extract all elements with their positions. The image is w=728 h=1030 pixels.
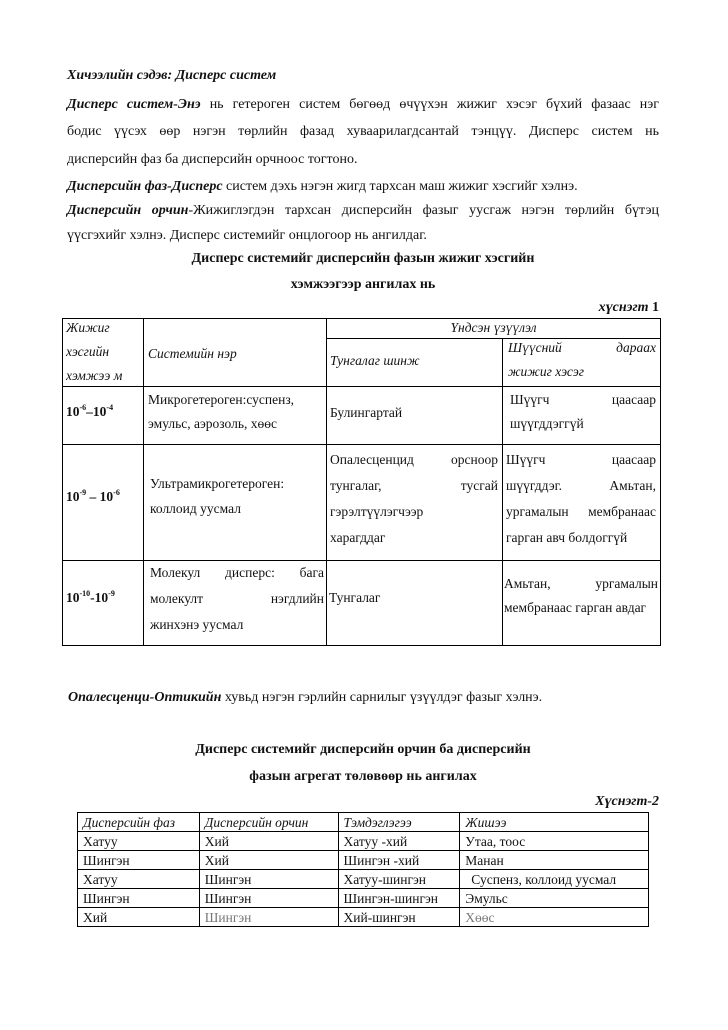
table-row xyxy=(78,832,649,851)
table2-caption: Хүснэгт-2 xyxy=(595,794,659,809)
header-transparency: Тунгалаг шинж xyxy=(330,353,420,368)
table2-cell: Хий-шингэн xyxy=(338,908,460,927)
table2-cell: Шингэн-шингэн xyxy=(338,889,460,908)
table2-cell: Эмульс xyxy=(460,889,649,908)
row1-filter: Шүүгч цаасаар шүүгддэггүй xyxy=(510,392,656,431)
row3-transparency: Тунгалаг xyxy=(329,590,381,605)
def-medium-line2: үүсгэхийг хэлнэ. Дисперс системийг онцлогоор нь ангилдаг. xyxy=(67,228,427,243)
row3-filter: Амьтан, ургамалын мембранаас гарган авдаг xyxy=(504,576,658,615)
table2-cell: Хатуу xyxy=(78,832,200,851)
table-row xyxy=(78,851,649,870)
row2-system-name: Ультрамикрогетероген: коллоид уусмал xyxy=(150,476,285,516)
row2-size: $10^{-9} - 10^{-6}$ xyxy=(66,488,120,504)
lesson-topic xyxy=(67,67,659,85)
table2-cell: Утаа, тоос xyxy=(460,832,649,851)
table-row xyxy=(78,870,649,889)
table2-title-line1: Дисперс системийг дисперсийн орчин ба дисперсийн xyxy=(195,742,531,757)
table-row xyxy=(78,889,649,908)
header-size: Жижиг хэсгийн хэмжээ м xyxy=(66,320,123,383)
def-medium-line1: Дисперсийн орчин-Жижиглэгдэн тархсан дисперсийн фазыг уусгаж нэгэн төрлийн бүтэц xyxy=(67,203,659,218)
header-filter: Шүүсний дараах жижиг хэсэг xyxy=(508,340,656,379)
def-opalescence: Опалесценци-Оптикийн хувьд нэгэн гэрлийн сарнилыг үзүүлдэг фазыг хэлнэ. xyxy=(68,690,543,705)
topic-label: Хичээлийн сэдэв: xyxy=(67,68,173,83)
table2-cell: Шингэн -хий xyxy=(338,851,460,870)
table2-cell: Хий xyxy=(199,851,338,870)
row2-transparency: Опалесценцид орсноор тунгалаг, тусгай гэрэлтүүлэгчээр харагддаг xyxy=(330,452,498,545)
def-system-term: Дисперс систем-Энэ xyxy=(67,97,201,112)
table2-cell: Хий xyxy=(78,908,200,927)
table2-title-line2: фазын агрегат төлөвөөр нь ангилах xyxy=(249,769,477,784)
table1-caption: хүснэгт 1 xyxy=(598,300,659,315)
table2-cell: Манан xyxy=(460,851,649,870)
def-system-line2: бодис үүсэх өөр нэгэн төрлийн фазад хуваарилагдсантай тэнцүү. Дисперс систем нь xyxy=(67,124,659,139)
def-system-line1: Дисперс систем-Энэ нь гетероген систем бөгөөд өчүүхэн жижиг хэсэг бүхий фазаас нэг xyxy=(67,97,660,112)
table1-title-line1: Дисперс системийг дисперсийн фазын жижиг хэсгийн xyxy=(191,251,535,266)
def-phase-term: Дисперсийн фаз-Дисперс xyxy=(67,179,223,194)
table-row xyxy=(78,908,649,927)
table2-header-cell: Дисперсийн фаз xyxy=(78,813,200,832)
table2-cell: Хөөс xyxy=(460,908,649,927)
header-basis: Үндсэн үзүүлэл xyxy=(450,320,537,335)
table2-cell: Хий xyxy=(199,832,338,851)
table2-header-row xyxy=(78,813,649,832)
table2 xyxy=(77,812,649,927)
header-system-name: Системийн нэр xyxy=(148,346,237,361)
table2-header-cell: Дисперсийн орчин xyxy=(199,813,338,832)
table2-cell: Шингэн xyxy=(199,889,338,908)
def-phase: Дисперсийн фаз-Дисперс систем дэхь нэгэн жигд тархсан маш жижиг хэсгийг хэлнэ. xyxy=(67,179,578,194)
def-opal-term: Опалесценци-Оптикийн xyxy=(68,690,222,705)
table2-cell: Шингэн xyxy=(78,851,200,870)
table2-cell: Хатуу-шингэн xyxy=(338,870,460,889)
def-system-line3: дисперсийн фаз ба дисперсийн орчноос тогтоно. xyxy=(67,152,358,167)
row2-filter: Шүүгч цаасаар шүүгддэг. Амьтан, ургамалын мембранаас гарган авч болдоггүй xyxy=(506,452,656,545)
table1-title-line2: хэмжээгээр ангилах нь xyxy=(290,277,436,292)
row3-system-name: Молекул дисперс: бага молекулт нэгдлийн жинхэнэ уусмал xyxy=(150,565,325,632)
table1 xyxy=(62,318,661,646)
table2-cell: Хатуу -хий xyxy=(338,832,460,851)
row1-system-name: Микрогетероген:суспенз, эмульс, аэрозоль, хөөс xyxy=(148,392,295,431)
table2-cell: Хатуу xyxy=(78,870,200,889)
row3-size: $10^{-10}-10^{-9}$ xyxy=(66,589,115,605)
row1-transparency: Булингартай xyxy=(330,405,403,420)
table2-cell: Шингэн xyxy=(199,908,338,927)
table2-header-cell: Тэмдэглэгээ xyxy=(338,813,460,832)
topic-value: Дисперс систем xyxy=(175,68,277,83)
table2-header-cell: Жишээ xyxy=(460,813,649,832)
table2-cell: Суспенз, коллоид уусмал xyxy=(460,870,649,889)
table2-cell: Шингэн xyxy=(199,870,338,889)
def-medium-term: Дисперсийн орчин xyxy=(67,203,189,218)
table2-cell: Шингэн xyxy=(78,889,200,908)
row1-size: $10^{-6}-10^{-4}$ xyxy=(66,403,114,419)
